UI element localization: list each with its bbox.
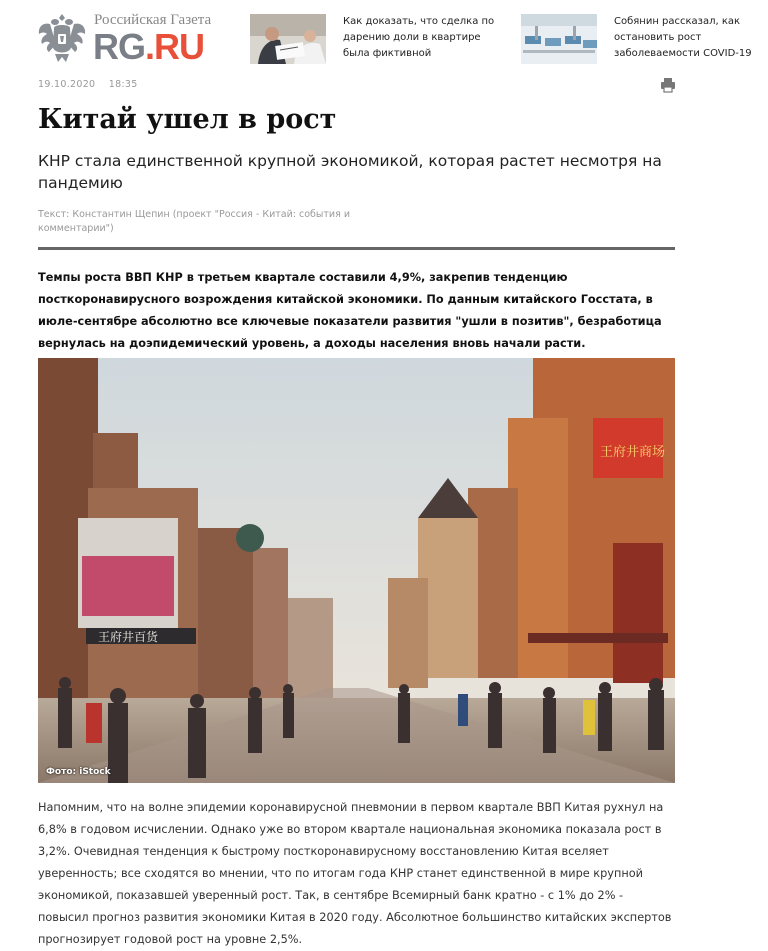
- promo-link-covid[interactable]: [521, 14, 761, 68]
- article-photo: [38, 358, 675, 783]
- divider: [38, 247, 675, 250]
- printer-icon[interactable]: [660, 77, 676, 93]
- brand-tagline: Российская Газета: [94, 12, 212, 28]
- brand-wordmark: [93, 26, 204, 68]
- promo-title: Как доказать, что сделка по дарению доли в квартире была фиктивной: [343, 16, 495, 59]
- brand-rg: RG: [93, 26, 145, 67]
- double-headed-eagle-icon: [36, 10, 88, 68]
- article-date: 19.10.2020: [38, 79, 96, 90]
- site-logo[interactable]: [36, 10, 216, 68]
- article-subtitle: КНР стала единственной крупной экономикой, которая растет несмотря на пандемию: [38, 152, 662, 192]
- article-lead: Темпы роста ВВП КНР в третьем квартале составили 4,9%, закрепив тенденцию посткоронавирусного возрождения китайской экономики. По данным китайского Госстата, в июле-сентябре абсолютно все ключевые показатели развития "ушли в позитив", безработица вернулась на доэпидемический уровень, а доходы населения вновь начали расти.: [38, 271, 662, 350]
- photo-sign-shop: 王府井商场: [600, 445, 666, 460]
- promo-thumbnail: [250, 14, 326, 64]
- photo-credit: Фото: iStock: [46, 767, 111, 777]
- site-header: [0, 0, 768, 75]
- promo-title: Собянин рассказал, как остановить рост заболеваемости COVID-19: [614, 16, 752, 59]
- article-body: Напомним, что на волне эпидемии коронавирусной пневмонии в первом квартале ВВП Китая рухнул на 6,8% в годовом исчислении. Однако уже во втором квартале национальная экономика показала рост в 3,2%. Очевидная тенденция к быстрому посткоронавирусному восстановлению Китая вселяет уверенность; все сходятся во мнении, что по итогам года КНР станет единственной в мире крупной экономикой, показавшей уверенный рост. Так, в сентябре Всемирный банк кратно - с 1% до 2% - повысил прогноз развития экономики Китая в 2020 году. Абсолютное большинство китайских экспертов прогнозирует годовой рост на уровне 2,5%.: [38, 801, 672, 946]
- brand-ru: .RU: [145, 26, 204, 67]
- photo-sign-main: 王府井百货: [98, 630, 159, 644]
- article-meta: [38, 79, 138, 90]
- article-title: Китай ушел в рост: [38, 104, 337, 135]
- promo-link-deal[interactable]: [250, 14, 498, 68]
- article-time: 18:35: [108, 79, 138, 90]
- article-author: Текст: Константин Щепин (проект "Россия - Китай: события и комментарии"): [38, 209, 351, 234]
- promo-thumbnail: [521, 14, 597, 64]
